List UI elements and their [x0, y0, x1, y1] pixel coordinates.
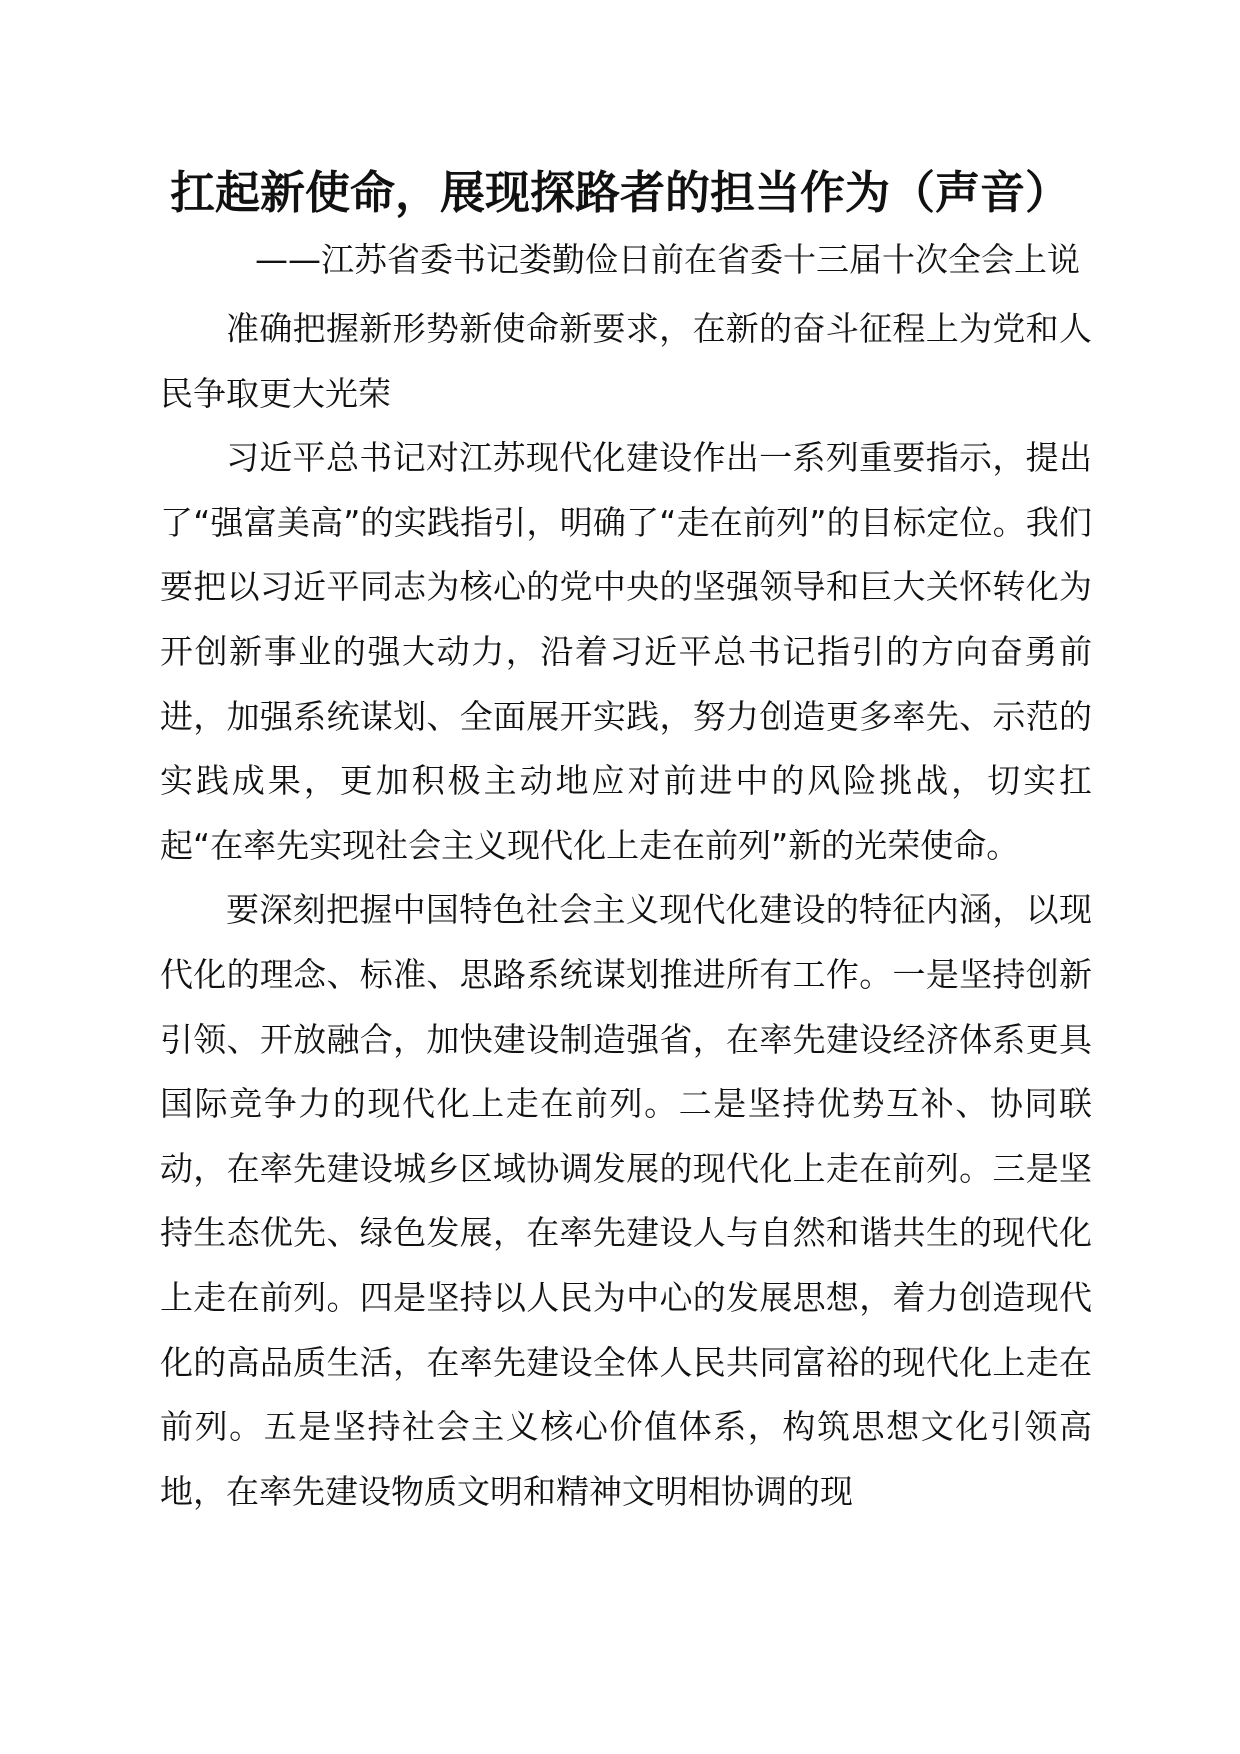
document-subtitle: ——江苏省委书记娄勤俭日前在省委十三届十次全会上说 — [255, 240, 1080, 279]
document-body — [160, 297, 1092, 1524]
document-title: 扛起新使命，展现探路者的担当作为（声音） — [169, 166, 1070, 219]
paragraph: 习近平总书记对江苏现代化建设作出一系列重要指示，提出了“强富美高”的实践指引，明确了“走在前列”的目标定位。我们要把以习近平同志为核心的党中央的坚强领导和巨大关怀转化为开创新事业的强大动力，沿着习近平总书记指引的方向奋勇前进，加强系统谋划、全面展开实践，努力创造更多率先、示范的实践成果，更加积极主动地应对前进中的风险挑战，切实扛起“在率先实现社会主义现代化上走在前列”新的光荣使命。 — [160, 438, 1092, 865]
paragraph: 准确把握新形势新使命新要求，在新的奋斗征程上为党和人民争取更大光荣 — [160, 309, 1092, 413]
paragraph: 要深刻把握中国特色社会主义现代化建设的特征内涵，以现代化的理念、标准、思路系统谋划推进所有工作。一是坚持创新引领、开放融合，加快建设制造强省，在率先建设经济体系更具国际竞争力的现代化上走在前列。二是坚持优势互补、协同联动，在率先建设城乡区域协调发展的现代化上走在前列。三是坚持生态优先、绿色发展，在率先建设人与自然和谐共生的现代化上走在前列。四是坚持以人民为中心的发展思想，着力创造现代化的高品质生活，在率先建设全体人民共同富裕的现代化上走在前列。五是坚持社会主义核心价值体系，构筑思想文化引领高地，在率先建设物质文明和精神文明相协调的现 — [160, 890, 1092, 1511]
